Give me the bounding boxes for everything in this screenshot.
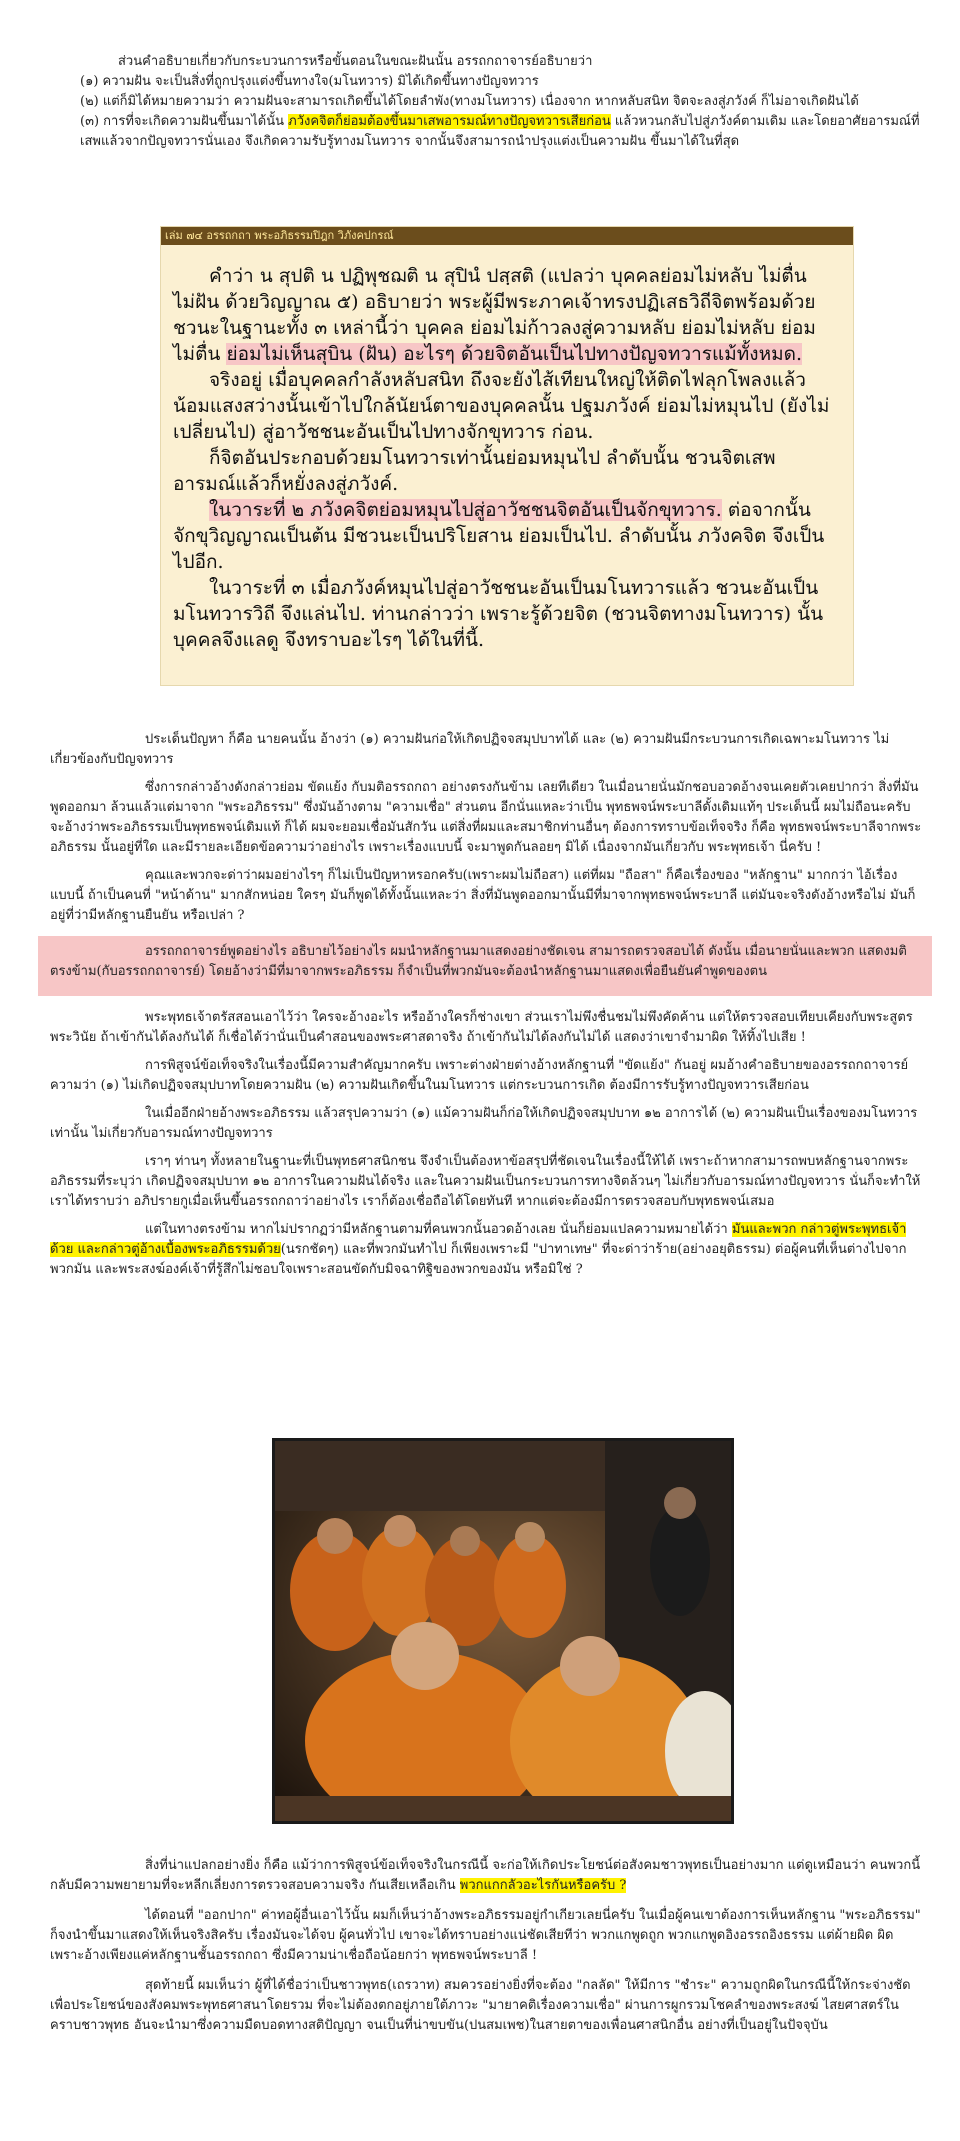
paragraph: คุณและพวกจะด่าว่าผมอย่างไรๆ ก็ไม่เป็นปัญหาหรอกครับ(เพราะผมไม่ถือสา) แต่ที่ผม "ถือสา" ก็คือเรื่องของ "หลักฐาน" มากกว่า ไอ้เรื่องแบบนี้ ถ้าเป็นคนที่ "หน้าด้าน" มากสักหน่อย ใครๆ มันก็พูดได้ทั้งนั้นแหละว่า สิ่งที่มันพูดออกมานั้นมีที่มาจากพุทธพจน์พระบาลี แต่มันจะจริงดังอ้างหรือไม่ มันก็อยู่ที่ว่ามีหลักฐานยืนยัน หรือเปล่า ? xyxy=(50,868,916,923)
monks-photo xyxy=(272,1438,734,1824)
quote-source-header: เล่ม ๗๔ อรรถกถา พระอภิธรรมปิฎก วิภังคปกรณ์ xyxy=(161,227,853,245)
quote-p4-text: ต่อจากนั้นจักขุวิญญาณเป็นต้น มีชวนะเป็นปริโยสาน ย่อมเป็นไป. ลำดับนั้น ภวังคจิต จึงเป็นไปอีก. xyxy=(173,499,825,573)
intro-item-3-highlight: ภวังคจิตก็ย่อมต้องขึ้นมาเสพอารมณ์ทางปัญจทวารเสียก่อน xyxy=(288,114,611,129)
paragraph: เราๆ ท่านๆ ทั้งหลายในฐานะที่เป็นพุทธศาสนิกชน จึงจำเป็นต้องหาข้อสรุปที่ชัดเจนในเรื่องนี้ให้ได้ เพราะถ้าหากสามารถพบหลักฐานจากพระอภิธรรมที่ระบุว่า เกิดปฏิจจสมุปบาท ๑๒ อาการในความฝันได้จริง และในความฝันเป็นกระบวนการทางจิตล้วนๆ ไม่เกี่ยวกับอารมณ์ทางปัญจทวาร นั่นก็จะทำให้เราได้ทราบว่า อภิปรายกูเมื่อเห็นขึ้นอรรถกถาว่าอย่างไร เราก็ต้องเชื่อถือได้โดยทันที หากแต่จะต้องมีการตรวจสอบกับพุทธพจน์เสมอ xyxy=(50,1154,921,1209)
article-body-2 xyxy=(50,1856,922,2046)
quote-body xyxy=(161,245,853,653)
paragraph-rest: (นรกชัดๆ) และที่พวกมันทำไป ก็เพียงเพราะมี "ปาทาเทษ" ที่จะด่าว่าร้าย(อย่างอยุติธรรม) ต่อผู้คนที่เห็นต่างไปจากพวกมัน และพระสงฆ์องค์เจ้าที่รู้สึกไม่ชอบใจเพราะสอนขัดกับมิจฉาทิฐิของพวกของมัน หรือมิใช่ ? xyxy=(50,1242,907,1277)
paragraph: ในเมื่ออีกฝ่ายอ้างพระอภิธรรม แล้วสรุปความว่า (๑) แม้ความฝันก็ก่อให้เกิดปฏิจจสมุปบาท ๑๒ อาการได้ (๒) ความฝันเป็นเรื่องของมโนทวาร เท่านั้น ไม่เกี่ยวกับอารมณ์ทางปัญจทวาร xyxy=(50,1106,918,1141)
paragraph-highlight: พวกแกกลัวอะไรกันหรือครับ ? xyxy=(459,1878,627,1893)
paragraph: ซึ่งการกล่าวอ้างดังกล่าวย่อม ขัดแย้ง กับมติอรรถกถา อย่างตรงกันข้าม เลยทีเดียว ในเมื่อนายนั่นมักชอบอวดอ้างจนเคยตัวเคยปากว่า สิ่งที่มันพูดออกมา ล้วนแล้วแต่มาจาก "พระอภิธรรม" ซึ่งมันอ้างตาม "ความเชื่อ" ส่วนตน อีกนั่นแหละว่าเป็น พุทธพจน์พระบาลีดั้งเดิมแท้ๆ ประเด็นนี้ ผมไม่ถือนะครับ จะอ้างว่าพระอภิธรรมเป็นพุทธพจน์เดิมแท้ ก็ได้ ผมจะยอมเชื่อมันสักวัน แต่สิ่งที่ผมและสมาชิกท่านอื่นๆ ต้องการทราบข้อเท็จจริง ก็คือ พุทธพจน์พระบาลีจากพระอภิธรรม นั้นอยู่ที่ใด และมีรายละเอียดข้อความว่าอย่างไร เพราะเรื่องแบบนี้ จะมาพูดกันลอยๆ มิได้ เนื่องจากมันเกี่ยวกับ พระพุทธเจ้า นี่ครับ ! xyxy=(50,780,922,855)
quote-paragraph-1 xyxy=(173,263,831,367)
paragraph-text: แต่ในทางตรงข้าม หากไม่ปรากฏว่ามีหลักฐานตามที่คนพวกนั้นอวดอ้างเลย นั่นก็ย่อมแปลความหมายได้ว่า xyxy=(145,1222,732,1237)
paragraph: พระพุทธเจ้าตรัสสอนเอาไว้ว่า ใครจะอ้างอะไร หรืออ้างใครก็ช่างเขา ส่วนเราไม่พึงชื่นชมไม่พึงคัดค้าน แต่ให้ตรวจสอบเทียบเคียงกับพระสูตร พระวินัย ถ้าเข้ากันได้ลงกันได้ ก็เชื่อได้ว่านั่นเป็นคำสอนของพระศาสดาจริง ถ้าเข้ากันไม่ได้ลงกันไม่ได้ แสดงว่าเขาจำมาผิด ให้ทิ้งไปเสีย ! xyxy=(50,1010,913,1045)
quote-paragraph-2: จริงอยู่ เมื่อบุคคลกำลังหลับสนิท ถึงจะยังไส้เทียนใหญ่ให้ติดไฟลุกโพลงแล้วน้อมแสงสว่างนั้นเข้าไปใกล้นัยน์ตาของบุคคลนั้น ปฐมภวังค์ ย่อมไม่หมุนไป (ยังไม่เปลี่ยนไป) สู่อาวัชชนะอันเป็นไปทางจักขุทวาร ก่อน. xyxy=(173,369,830,443)
paragraph: ได้ตอนที่ "ออกปาก" ค่าทอผู้อื่นเอาไว้นั้น ผมก็เห็นว่าอ้างพระอภิธรรมอยู่กำเกียวเลยนี่ครับ ในเมื่อผู้คนเขาต้องการเห็นหลักฐาน "พระอภิธรรม" ก็จงนำขึ้นมาแสดงให้เห็นจริงสิครับ เรื่องมันจะได้จบ ผู้คนทั่วไป เขาจะได้ทราบอย่างแน่ชัดเสียทีว่า พวกแกพูดถูก พวกแกพูดอิงอรรถอิงธรรม แต่ผ้ายผิด ผิด เพราะอ้างเพียงแค่หลักฐานชั้นอรรถกถา ซึ่งมีความน่าเชื่อถือน้อยกว่า พุทธพจน์พระบาลี ! xyxy=(50,1908,921,1963)
paragraph: ประเด็นปัญหา ก็คือ นายคนนั้น อ้างว่า (๑) ความฝันก่อให้เกิดปฏิจจสมุปบาทได้ และ (๒) ความฝันมีกระบวนการเกิดเฉพาะมโนทวาร ไม่เกี่ยวข้องกับปัญจทวาร xyxy=(50,732,890,767)
quote-paragraph-4 xyxy=(173,497,831,575)
paragraph-conclusion xyxy=(50,1220,922,1280)
paragraph-final: สุดท้ายนี้ ผมเห็นว่า ผู้ที่ได้ชื่อว่าเป็นชาวพุทธ(เถรวาท) สมควรอย่างยิ่งที่จะต้อง "กลลัด" ให้มีการ "ชำระ" ความถูกผิดในกรณีนี้ให้กระจ่างชัดเพื่อประโยชน์ของสังคมพระพุทธศาสนาโดยรวม ที่จะไม่ต้องตกอยู่ภายใต้ภาวะ "มายาคติเรื่องความเชื่อ" ผ่านการผูกรวมโชคลำของพระสงฆ์ ไสยศาสตร์ในคราบชาวพุทธ อันจะนำมาซึ่งความมืดบอดทางสติปัญญา จนเป็นที่น่าขบขัน(ปนสมเพช)ในสายตาของเพื่อนศาสนิกอื่น อย่างที่เป็นอยู่ในปัจจุบัน xyxy=(50,1978,911,2033)
intro-heading: ส่วนคำอธิบายเกี่ยวกับกระบวนการหรือขั้นตอนในขณะฝันนั้น อรรถกถาจารย์อธิบายว่า xyxy=(118,54,593,69)
intro-section xyxy=(80,52,920,152)
paragraph: การพิสูจน์ข้อเท็จจริงในเรื่องนี้มีความสำคัญมากครับ เพราะต่างฝ่ายต่างอ้างหลักฐานที่ "ขัดแย้ง" กันอยู่ ผมอ้างคำอธิบายของอรรถกถาจารย์ ความว่า (๑) ไม่เกิดปฏิจจสมุปบาทโดยความฝัน (๒) ความฝันเกิดขึ้นในมโนทวาร แต่กระบวนการเกิด ต้องมีการรับรู้ทางปัญจทวารเสียก่อน xyxy=(50,1058,909,1093)
paragraph-text: สิ่งที่น่าแปลกอย่างยิ่ง ก็คือ แม้ว่าการพิสูจน์ข้อเท็จจริงในกรณีนี้ จะก่อให้เกิดประโยชน์ต่อสังคมชาวพุทธเป็นอย่างมาก แต่ดูเหมือนว่า คนพวกนี้กลับมีความพยายามที่จะหลีกเลี่ยงการตรวจสอบความจริง กันเสียเหลือเกิน xyxy=(50,1858,921,1893)
intro-item-1: (๑) ความฝัน จะเป็นสิ่งที่ถูกปรุงแต่งขึ้นทางใจ(มโนทวาร) มิได้เกิดขึ้นทางปัญจทวาร xyxy=(80,74,539,89)
intro-item-3 xyxy=(80,112,920,152)
paragraph xyxy=(50,1856,922,1896)
quote-p1-text: คำว่า น สุปติ น ปฏิพุชฌติ น สุปินํ ปสฺสติ (แปลว่า บุคคลย่อมไม่หลับ ไม่ตื่น ไม่ฝัน ด้วยวิญญาณ ๕) อธิบายว่า พระผู้มีพระภาคเจ้าทรงปฏิเสธวิถีจิตพร้อมด้วยชวนะในฐานะทั้ง ๓ เหล่านี้ว่า บุคคล ย่อมไม่ก้าวลงสู่ความหลับ ย่อมไม่หลับ ย่อมไม่ตื่น xyxy=(173,265,816,365)
scripture-quote-box xyxy=(160,226,854,686)
highlighted-paragraph xyxy=(38,936,932,996)
highlighted-paragraph-text: อรรถกถาจารย์พูดอย่างไร อธิบายไว้อย่างไร ผมนำหลักฐานมาแสดงอย่างชัดเจน สามารถตรวจสอบได้ ดังนั้น เมื่อนายนั่นและพวก แสดงมติตรงข้าม(กับอรรถกถาจารย์) โดยอ้างว่ามีที่มาจากพระอภิธรรม ก็จำเป็นที่พวกมันจะต้องนำหลักฐานมาแสดงเพื่อยืนยันคำพูดของตน xyxy=(50,944,907,979)
quote-p4-highlight: ในวาระที่ ๒ ภวังคจิตย่อมหมุนไปสู่อาวัชชนจิตอันเป็นจักขุทวาร. xyxy=(209,499,722,521)
paragraph-highlight: มันและพวก กล่าวตู่พระพุทธเจ้าด้วย และกล่าวตู่อ้างเบื้องพระอภิธรรมด้วย xyxy=(50,1222,907,1257)
intro-item-3-text: (๓) การที่จะเกิดความฝันขึ้นมาได้นั้น xyxy=(80,114,289,129)
quote-paragraph-5: ในวาระที่ ๓ เมื่อภวังค์หมุนไปสู่อาวัชชนะอันเป็นมโนทวารแล้ว ชวนะอันเป็นมโนทวารวิถี จึงแล่นไป. ท่านกล่าวว่า เพราะรู้ด้วยจิต (ชวนจิตทางมโนทวาร) นั้น บุคคลจึงแลดู จึงทราบอะไรๆ ได้ในที่นี้. xyxy=(173,577,824,651)
quote-paragraph-3: ก็จิตอันประกอบด้วยมโนทวารเท่านั้นย่อมหมุนไป ลำดับนั้น ชวนจิตเสพอารมณ์แล้วก็หยั่งลงสู่ภวังค์. xyxy=(173,447,776,495)
monks-photo-illustration xyxy=(275,1441,731,1821)
intro-item-3-rest: แล้วหวนกลับไปสู่ภวังค์ตามเดิม และโดยอาศัยอารมณ์ที่เสพแล้วจากปัญจทวารนั่นเอง จึงเกิดความรับรู้ทางมโนทวาร จากนั้นจึงสามารถนำปรุงแต่งเป็นความฝัน ขึ้นมาได้ในที่สุด xyxy=(80,114,920,149)
quote-p1-highlight: ย่อมไม่เห็นสุบิน (ฝัน) อะไรๆ ด้วยจิตอันเป็นไปทางปัญจทวารแม้ทั้งหมด. xyxy=(226,343,802,365)
article-body-1 xyxy=(50,730,922,1288)
intro-item-2: (๒) แต่ก็มิได้หมายความว่า ความฝันจะสามารถเกิดขึ้นได้โดยลำพัง(ทางมโนทวาร) เนื่องจาก หากหลับสนิท จิตจะลงสู่ภวังค์ ก็ไม่อาจเกิดฝันได้ xyxy=(80,94,859,109)
